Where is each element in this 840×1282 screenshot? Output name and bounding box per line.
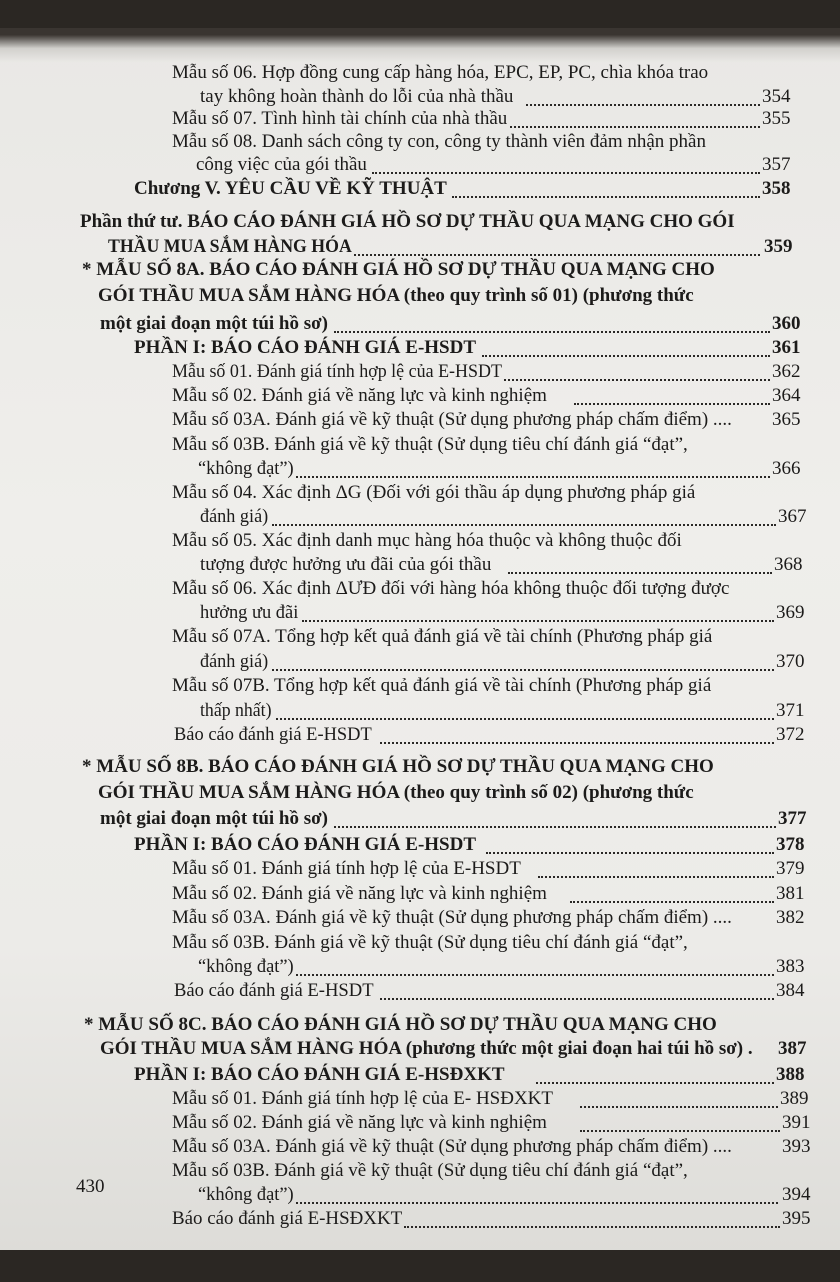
toc-entry-title: “không đạt”) (198, 956, 294, 977)
toc-entry-page: 370 (776, 651, 805, 672)
toc-entry-page: 381 (776, 883, 805, 904)
toc-entry-title: tượng được hưởng ưu đãi của gói thầu (200, 554, 492, 575)
dot-leader (580, 1104, 778, 1108)
toc-entry-title: Mẫu số 07B. Tổng hợp kết quả đánh giá về tài chính (Phương pháp giá (172, 675, 712, 696)
dot-leader (272, 667, 774, 671)
toc-entry-page: 371 (776, 700, 805, 721)
toc-entry-title: PHẦN I: BÁO CÁO ĐÁNH GIÁ E-HSDT (134, 337, 477, 358)
toc-entry-title: Mẫu số 03B. Đánh giá về kỹ thuật (Sử dụng tiêu chí đánh giá “đạt”, (172, 932, 688, 953)
toc-entry-page: 395 (782, 1208, 811, 1229)
toc-entry-title: Mẫu số 03A. Đánh giá về kỹ thuật (Sử dụng phương pháp chấm điểm) .... (172, 1136, 732, 1157)
dot-leader (580, 1128, 780, 1132)
toc-entry-title: THẦU MUA SẮM HÀNG HÓA (108, 236, 352, 257)
toc-entry-page: 367 (778, 506, 807, 527)
dot-leader (538, 874, 774, 878)
toc-entry-title: Mẫu số 01. Đánh giá tính hợp lệ của E-HSDT (172, 361, 502, 382)
dot-leader (334, 824, 776, 828)
toc-entry-title: GÓI THẦU MUA SẮM HÀNG HÓA (theo quy trình số 01) (phương thức (98, 285, 694, 306)
toc-entry-title: Mẫu số 06. Hợp đồng cung cấp hàng hóa, EPC, EP, PC, chìa khóa trao (172, 62, 709, 83)
toc-entry-page: 365 (772, 409, 801, 430)
dot-leader (452, 194, 760, 198)
toc-entry-page: 357 (762, 154, 791, 175)
toc-entry-page: 391 (782, 1112, 811, 1133)
toc-entry-page: 389 (780, 1088, 809, 1109)
toc-entry-page: 364 (772, 385, 801, 406)
toc-entry-title: đánh giá) (200, 506, 269, 527)
toc-entry-page: 382 (776, 907, 805, 928)
toc-entry-title: công việc của gói thầu (196, 154, 367, 175)
toc-entry-title: GÓI THẦU MUA SẮM HÀNG HÓA (theo quy trình số 02) (phương thức (98, 782, 694, 803)
dot-leader (504, 377, 770, 381)
toc-entry-title: * MẪU SỐ 8A. BÁO CÁO ĐÁNH GIÁ HỒ SƠ DỰ THẦU QUA MẠNG CHO (82, 259, 715, 280)
toc-entry-page: 383 (776, 956, 805, 977)
dot-leader (372, 170, 760, 174)
dot-leader (486, 850, 774, 854)
toc-entry-page: 359 (764, 236, 793, 257)
dot-leader (354, 252, 760, 256)
page-edge-shadow (0, 28, 840, 62)
dot-leader (404, 1224, 780, 1228)
toc-entry-page: 379 (776, 858, 805, 879)
toc-entry-title: Mẫu số 01. Đánh giá tính hợp lệ của E- HSĐXKT (172, 1088, 554, 1109)
dot-leader (334, 329, 770, 333)
toc-entry-title: Mẫu số 07A. Tổng hợp kết quả đánh giá về tài chính (Phương pháp giá (172, 626, 713, 647)
toc-entry-title: GÓI THẦU MUA SẮM HÀNG HÓA (phương thức một giai đoạn hai túi hồ sơ) . (100, 1038, 753, 1059)
toc-entry-page: 384 (776, 980, 805, 1001)
toc-entry-title: “không đạt”) (198, 1184, 294, 1205)
toc-entry-title: Mẫu số 06. Xác định ΔƯĐ đối với hàng hóa không thuộc đối tượng được (172, 578, 730, 599)
toc-entry-title: PHẦN I: BÁO CÁO ĐÁNH GIÁ E-HSĐXKT (134, 1064, 505, 1085)
dot-leader (574, 401, 770, 405)
table-of-contents (0, 28, 840, 1254)
dot-leader (296, 474, 770, 478)
dot-leader (276, 716, 774, 720)
dot-leader (570, 899, 774, 903)
toc-entry-title: tay không hoàn thành do lỗi của nhà thầu (200, 86, 514, 107)
toc-entry-page: 388 (776, 1064, 805, 1085)
toc-entry-page: 355 (762, 108, 791, 129)
toc-entry-title: Chương V. YÊU CẦU VỀ KỸ THUẬT (134, 178, 447, 199)
toc-entry-page: 360 (772, 313, 801, 334)
toc-entry-title: Mẫu số 04. Xác định ΔG (Đối với gói thầu áp dụng phương pháp giá (172, 482, 696, 503)
dot-leader (510, 124, 760, 128)
toc-entry-title: Mẫu số 03B. Đánh giá về kỹ thuật (Sử dụng tiêu chí đánh giá “đạt”, (172, 1160, 688, 1181)
toc-entry-title: Báo cáo đánh giá E-HSDT (174, 980, 374, 1001)
toc-entry-title: PHẦN I: BÁO CÁO ĐÁNH GIÁ E-HSDT (134, 834, 477, 855)
toc-entry-title: thấp nhất) (200, 700, 272, 721)
toc-entry-page: 361 (772, 337, 801, 358)
dot-leader (536, 1080, 774, 1084)
toc-entry-page: 369 (776, 602, 805, 623)
dot-leader (272, 522, 776, 526)
toc-entry-title: Mẫu số 03A. Đánh giá về kỹ thuật (Sử dụng phương pháp chấm điểm) .... (172, 907, 732, 928)
toc-entry-title: Mẫu số 05. Xác định danh mục hàng hóa thuộc và không thuộc đối (172, 530, 682, 551)
dot-leader (380, 996, 774, 1000)
toc-entry-title: hưởng ưu đãi (200, 602, 299, 623)
toc-entry-page: 368 (774, 554, 803, 575)
toc-entry-title: Mẫu số 02. Đánh giá về năng lực và kinh nghiệm (172, 883, 547, 904)
dot-leader (302, 618, 774, 622)
toc-entry-page: 362 (772, 361, 801, 382)
dot-leader (482, 353, 770, 357)
toc-entry-title: Mẫu số 03A. Đánh giá về kỹ thuật (Sử dụng phương pháp chấm điểm) .... (172, 409, 732, 430)
toc-entry-title: Mẫu số 02. Đánh giá về năng lực và kinh nghiệm (172, 1112, 547, 1133)
dot-leader (296, 972, 774, 976)
toc-entry-title: * MẪU SỐ 8C. BÁO CÁO ĐÁNH GIÁ HỒ SƠ DỰ THẦU QUA MẠNG CHO (84, 1014, 717, 1035)
toc-entry-title: đánh giá) (200, 651, 269, 672)
dot-leader (296, 1200, 778, 1204)
toc-entry-title: Báo cáo đánh giá E-HSDT (174, 724, 372, 745)
toc-entry-page: 394 (782, 1184, 811, 1205)
toc-entry-title: Phần thứ tư. BÁO CÁO ĐÁNH GIÁ HỒ SƠ DỰ THẦU QUA MẠNG CHO GÓI (80, 211, 735, 232)
toc-entry-title: một giai đoạn một túi hồ sơ) (100, 313, 328, 334)
background-surface (0, 1250, 840, 1282)
toc-entry-page: 366 (772, 458, 801, 479)
book-page (0, 28, 840, 1254)
toc-entry-page: 378 (776, 834, 805, 855)
toc-entry-title: Báo cáo đánh giá E-HSĐXKT (172, 1208, 403, 1229)
toc-entry-title: * MẪU SỐ 8B. BÁO CÁO ĐÁNH GIÁ HỒ SƠ DỰ THẦU QUA MẠNG CHO (82, 756, 714, 777)
toc-entry-page: 358 (762, 178, 791, 199)
toc-entry-title: “không đạt”) (198, 458, 294, 479)
toc-entry-title: Mẫu số 01. Đánh giá tính hợp lệ của E-HSDT (172, 858, 521, 879)
toc-entry-page: 393 (782, 1136, 811, 1157)
toc-entry-page: 354 (762, 86, 791, 107)
dot-leader (508, 570, 772, 574)
toc-entry-page: 387 (778, 1038, 807, 1059)
dot-leader (526, 102, 760, 106)
toc-entry-title: một giai đoạn một túi hồ sơ) (100, 808, 328, 829)
toc-entry-title: Mẫu số 02. Đánh giá về năng lực và kinh nghiệm (172, 385, 547, 406)
toc-entry-title: Mẫu số 08. Danh sách công ty con, công ty thành viên đảm nhận phần (172, 131, 706, 152)
toc-entry-page: 372 (776, 724, 805, 745)
page-number: 430 (76, 1176, 105, 1197)
toc-entry-page: 377 (778, 808, 807, 829)
toc-entry-title: Mẫu số 07. Tình hình tài chính của nhà thầu (172, 108, 508, 129)
toc-entry-title: Mẫu số 03B. Đánh giá về kỹ thuật (Sử dụng tiêu chí đánh giá “đạt”, (172, 434, 688, 455)
dot-leader (380, 740, 774, 744)
